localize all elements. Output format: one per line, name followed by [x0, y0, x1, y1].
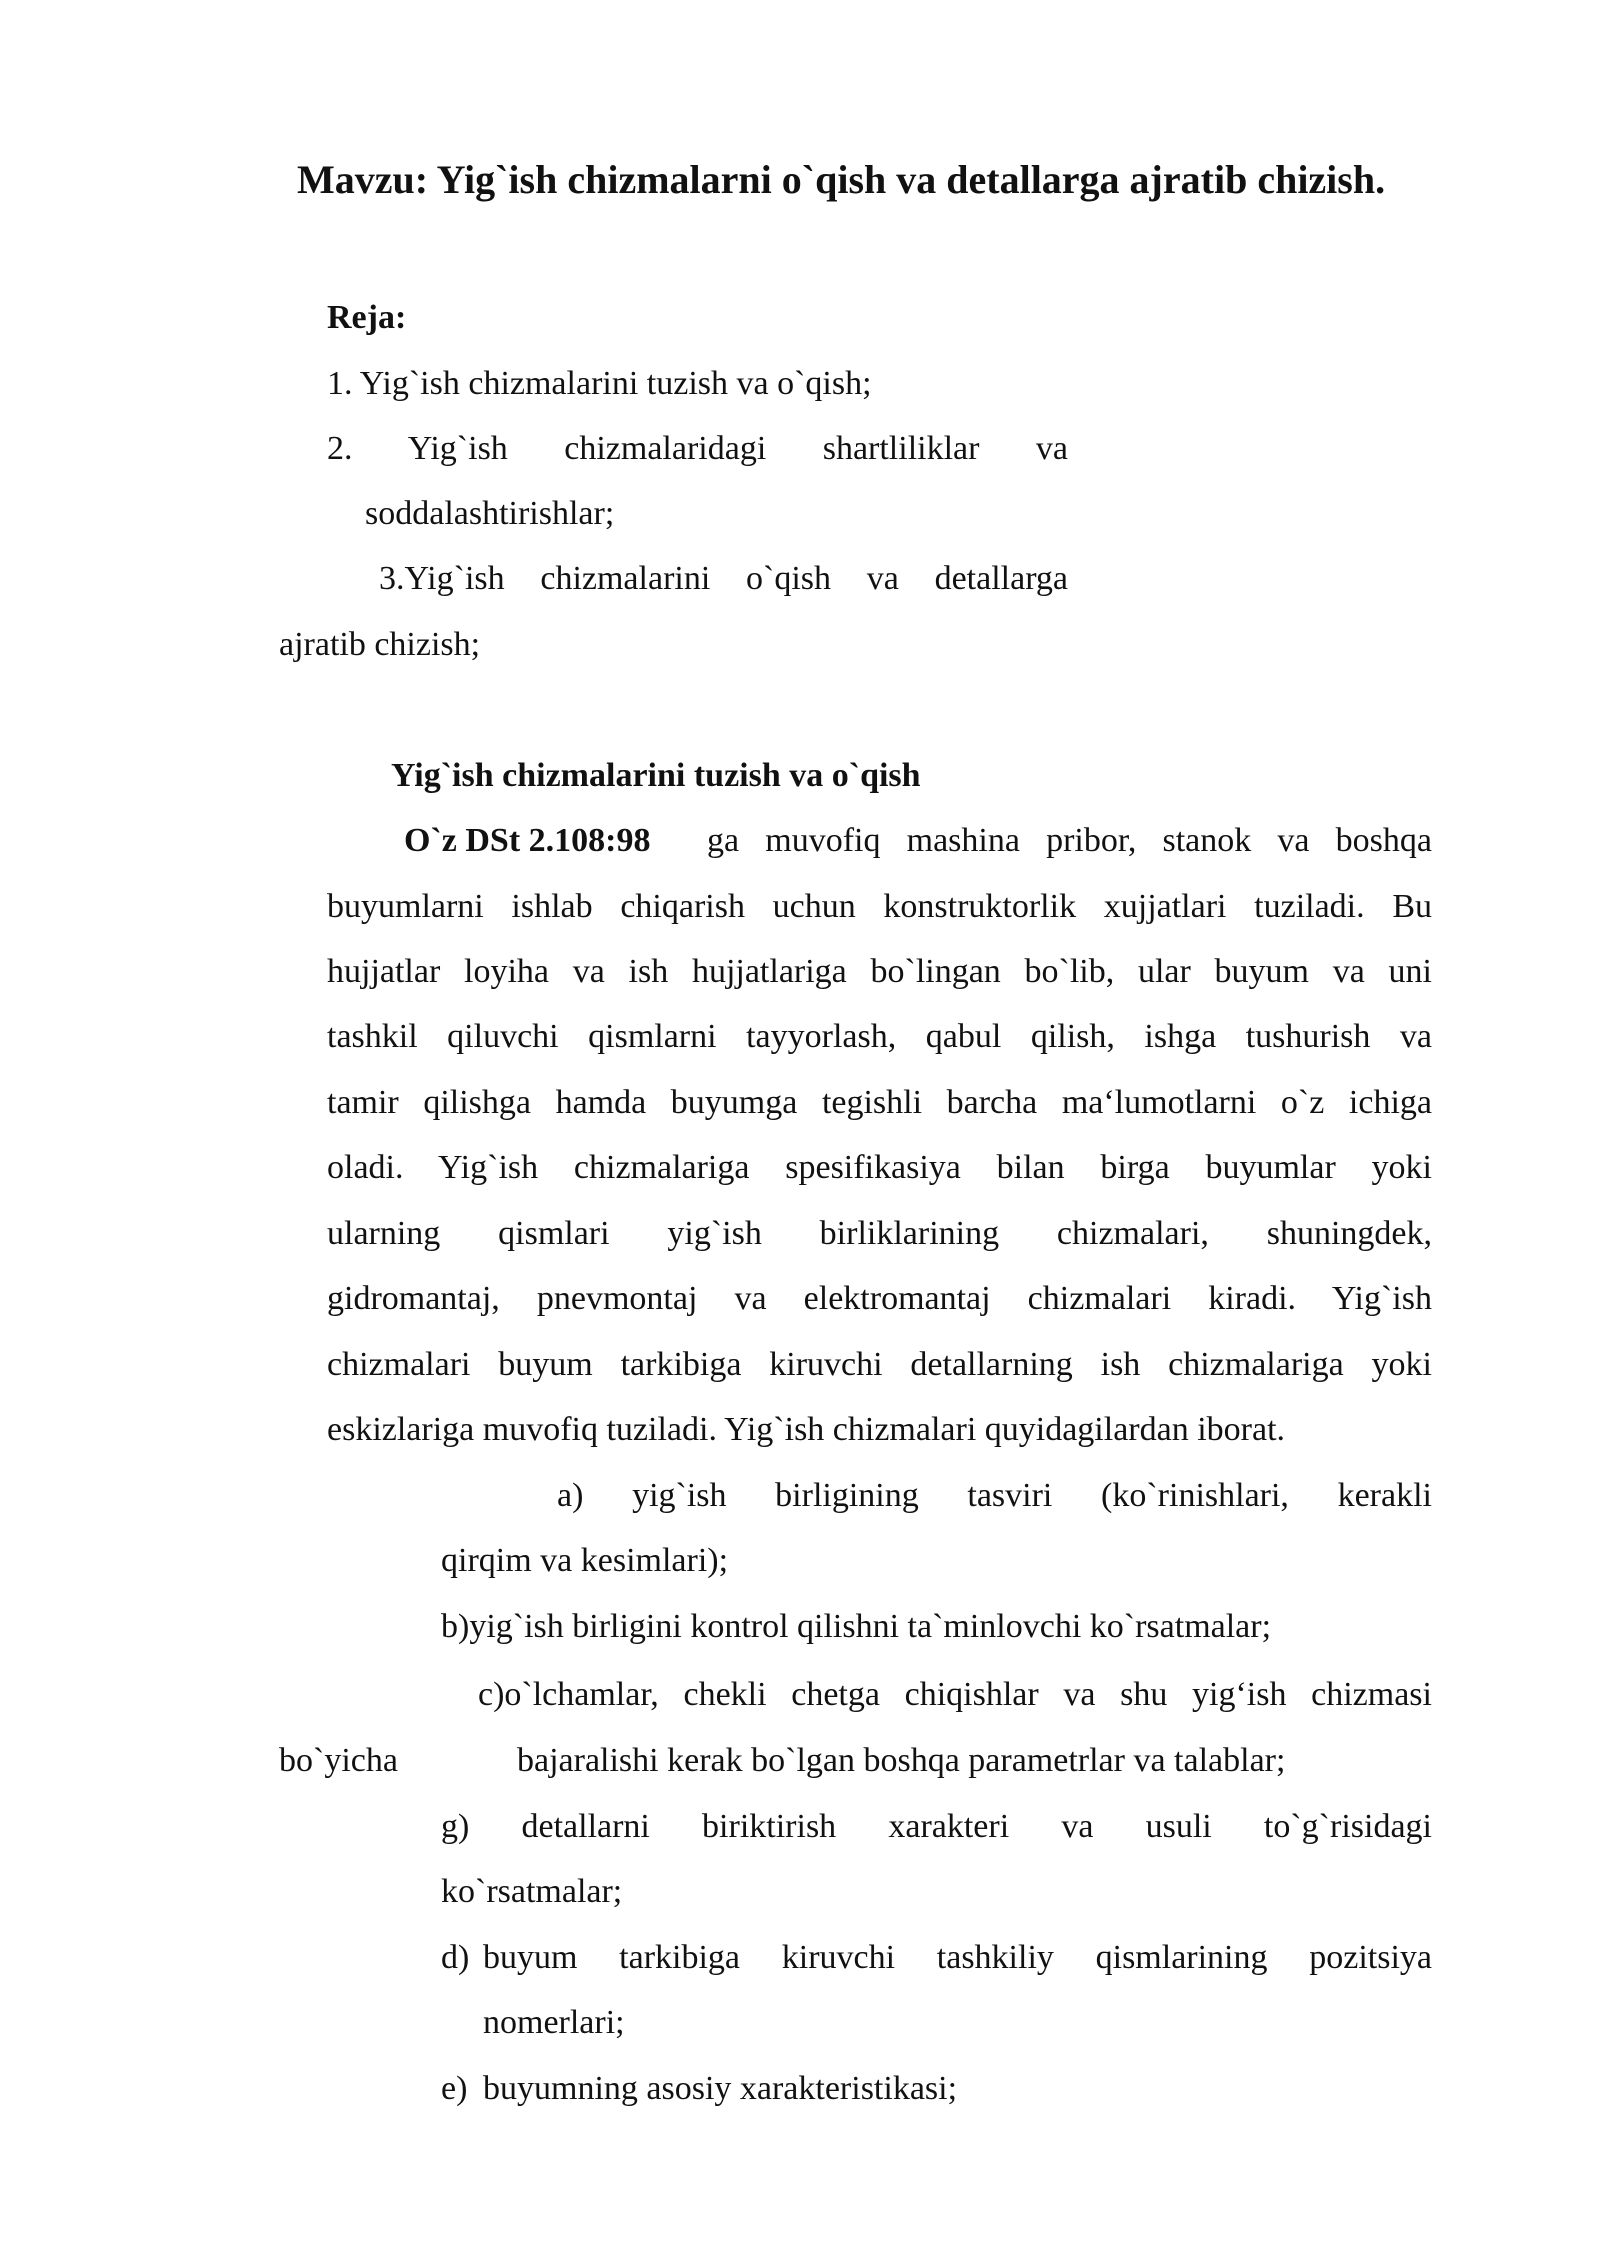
- list-item-c-left: bo`yicha: [279, 1742, 398, 1779]
- list-item-e: buyumning asosiy xarakteristikasi;: [483, 2070, 958, 2107]
- paragraph-line: tamir qilishga hamda buyumga tegishli barcha ma‘lumotlarni o`z ichiga: [327, 1084, 1432, 1121]
- paragraph-line: hujjatlar loyiha va ish hujjatlariga bo`lingan bo`lib, ular buyum va uni: [327, 953, 1432, 990]
- plan-item-2: 2. Yig`ish chizmalaridagi shartliliklar va: [327, 430, 1068, 467]
- plan-heading: Reja:: [327, 299, 407, 336]
- paragraph-line-last: eskizlariga muvofiq tuziladi. Yig`ish chizmalari quyidagilardan iborat.: [327, 1411, 1286, 1448]
- list-item-d: buyum tarkibiga kiruvchi tashkiliy qismlarining pozitsiya: [483, 1939, 1432, 1976]
- list-item-g: g) detallarni biriktirish xarakteri va usuli to`g`risidagi: [441, 1808, 1432, 1845]
- list-item-d-label: d): [441, 1939, 470, 1976]
- list-item-d-cont: nomerlari;: [483, 2004, 625, 2041]
- list-item-c-cont: bajaralishi kerak bo`lgan boshqa parametrlar va talablar;: [517, 1742, 1286, 1779]
- paragraph-line: ularning qismlari yig`ish birliklarining chizmalari, shuningdek,: [327, 1215, 1432, 1252]
- list-item-a: a) yig`ish birligining tasviri (ko`rinishlari, kerakli: [557, 1477, 1432, 1514]
- plan-item-1: 1. Yig`ish chizmalarini tuzish va o`qish;: [327, 365, 872, 402]
- paragraph-line: buyumlarni ishlab chiqarish uchun konstruktorlik xujjatlari tuziladi. Bu: [327, 888, 1432, 925]
- section-heading: Yig`ish chizmalarini tuzish va o`qish: [391, 757, 921, 794]
- plan-item-3-cont: ajratib chizish;: [279, 626, 481, 663]
- paragraph-line-1: [404, 821, 1432, 861]
- plan-item-2-cont: soddalashtirishlar;: [365, 495, 615, 532]
- paragraph-line: tashkil qiluvchi qismlarni tayyorlash, qabul qilish, ishga tushurish va: [327, 1018, 1432, 1055]
- paragraph-line: oladi. Yig`ish chizmalariga spesifikasiya bilan birga buyumlar yoki: [327, 1149, 1432, 1186]
- list-item-b: b)yig`ish birligini kontrol qilishni ta`minlovchi ko`rsatmalar;: [441, 1608, 1272, 1645]
- paragraph-line-1-text: ga muvofiq mashina pribor, stanok va boshqa: [707, 822, 1432, 859]
- list-item-g-cont: ko`rsatmalar;: [441, 1873, 623, 1910]
- list-item-c: c)o`lchamlar, chekli chetga chiqishlar va shu yig‘ish chizmasi: [478, 1676, 1432, 1713]
- paragraph-line: chizmalari buyum tarkibiga kiruvchi detallarning ish chizmalariga yoki: [327, 1346, 1432, 1383]
- paragraph-line: gidromantaj, pnevmontaj va elektromantaj chizmalari kiradi. Yig`ish: [327, 1280, 1432, 1317]
- list-item-a-cont: qirqim va kesimlari);: [441, 1542, 729, 1579]
- page-title: Mavzu: Yig`ish chizmalarni o`qish va detallarga ajratib chizish.: [297, 157, 1386, 202]
- list-item-e-label: e): [441, 2070, 468, 2107]
- standard-reference: O`z DSt 2.108:98: [404, 822, 651, 859]
- plan-item-3: 3.Yig`ish chizmalarini o`qish va detallarga: [379, 560, 1068, 597]
